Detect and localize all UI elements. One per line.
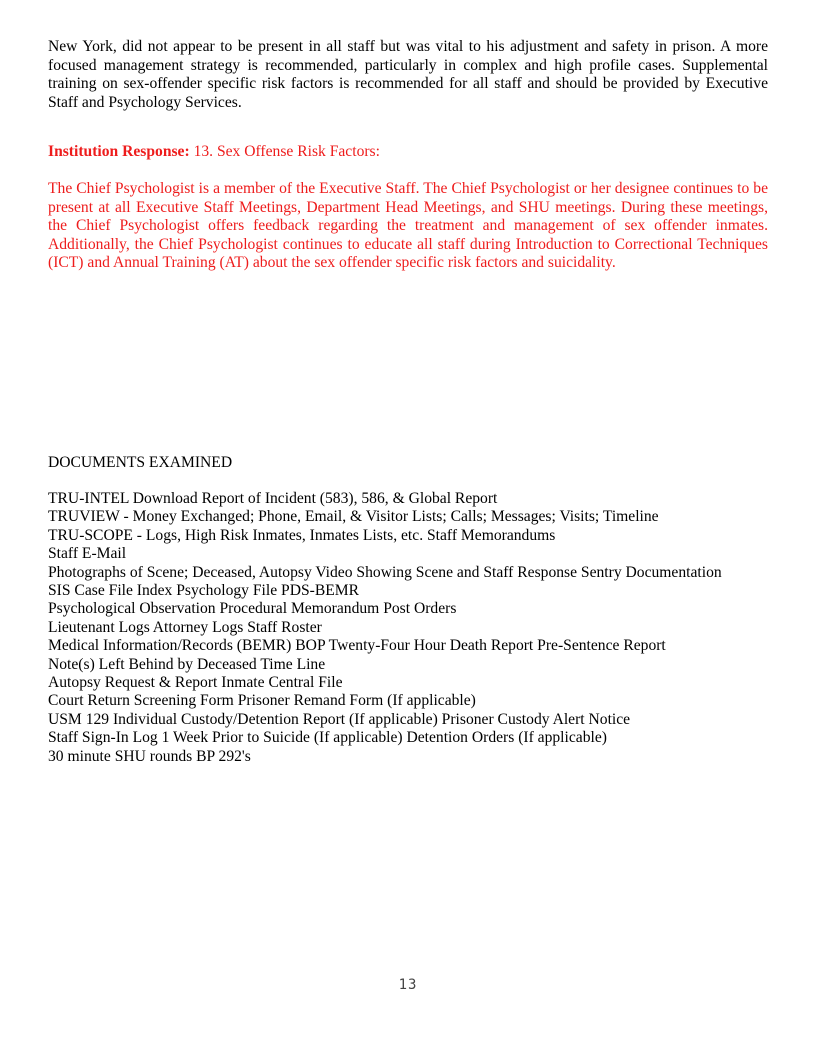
- documents-examined-list: [48, 490, 768, 766]
- documents-examined-heading: DOCUMENTS EXAMINED: [48, 454, 233, 471]
- institution-response-paragraph: The Chief Psychologist is a member of the Executive Staff. The Chief Psychologist or her designee continues to be present at all Executive Staff Meetings, Department Head Meetings, and SHU meetings. During these meetings, the Chief Psychologist offers feedback regarding the treatment and management of sex offender inmates. Additionally, the Chief Psychologist continues to educate all staff during Introduction to Correctional Techniques (ICT) and Annual Training (AT) about the sex offender specific risk factors and suicidality.: [48, 180, 768, 272]
- document-item: USM 129 Individual Custody/Detention Report (If applicable) Prisoner Custody Alert Notice: [48, 710, 631, 728]
- institution-response-topic: 13. Sex Offense Risk Factors:: [189, 143, 380, 160]
- document-item: Lieutenant Logs Attorney Logs Staff Roster: [48, 618, 322, 636]
- document-item: Medical Information/Records (BEMR) BOP Twenty-Four Hour Death Report Pre-Sentence Report: [48, 637, 666, 655]
- institution-response-heading: [48, 143, 380, 162]
- document-item: Note(s) Left Behind by Deceased Time Line: [48, 655, 326, 673]
- document-item: Staff Sign-In Log 1 Week Prior to Suicide (If applicable) Detention Orders (If applicable): [48, 729, 607, 747]
- document-item: Photographs of Scene; Deceased, Autopsy Video Showing Scene and Staff Response Sentry Documentation: [48, 563, 722, 581]
- document-item: Autopsy Request & Report Inmate Central File: [48, 674, 343, 692]
- document-item: 30 minute SHU rounds BP 292's: [48, 747, 251, 765]
- document-item: SIS Case File Index Psychology File PDS-BEMR: [48, 582, 360, 600]
- document-item: TRU-SCOPE - Logs, High Risk Inmates, Inmates Lists, etc. Staff Memorandums: [48, 526, 556, 544]
- document-item: Psychological Observation Procedural Memorandum Post Orders: [48, 600, 457, 618]
- document-item: TRUVIEW - Money Exchanged; Phone, Email, & Visitor Lists; Calls; Messages; Visits; Timeline: [48, 508, 659, 526]
- document-item: Staff E-Mail: [48, 545, 127, 563]
- document-item: TRU-INTEL Download Report of Incident (583), 586, & Global Report: [48, 490, 498, 507]
- page-number: 13: [398, 977, 418, 993]
- intro-paragraph: New York, did not appear to be present in all staff but was vital to his adjustment and safety in prison. A more focused management strategy is recommended, particularly in complex and high profile cases. Supplemental training on sex-offender specific risk factors is recommended for all staff and should be provided by Executive Staff and Psychology Services.: [48, 38, 768, 111]
- institution-response-label: Institution Response:: [48, 143, 190, 160]
- document-item: Court Return Screening Form Prisoner Remand Form (If applicable): [48, 692, 476, 710]
